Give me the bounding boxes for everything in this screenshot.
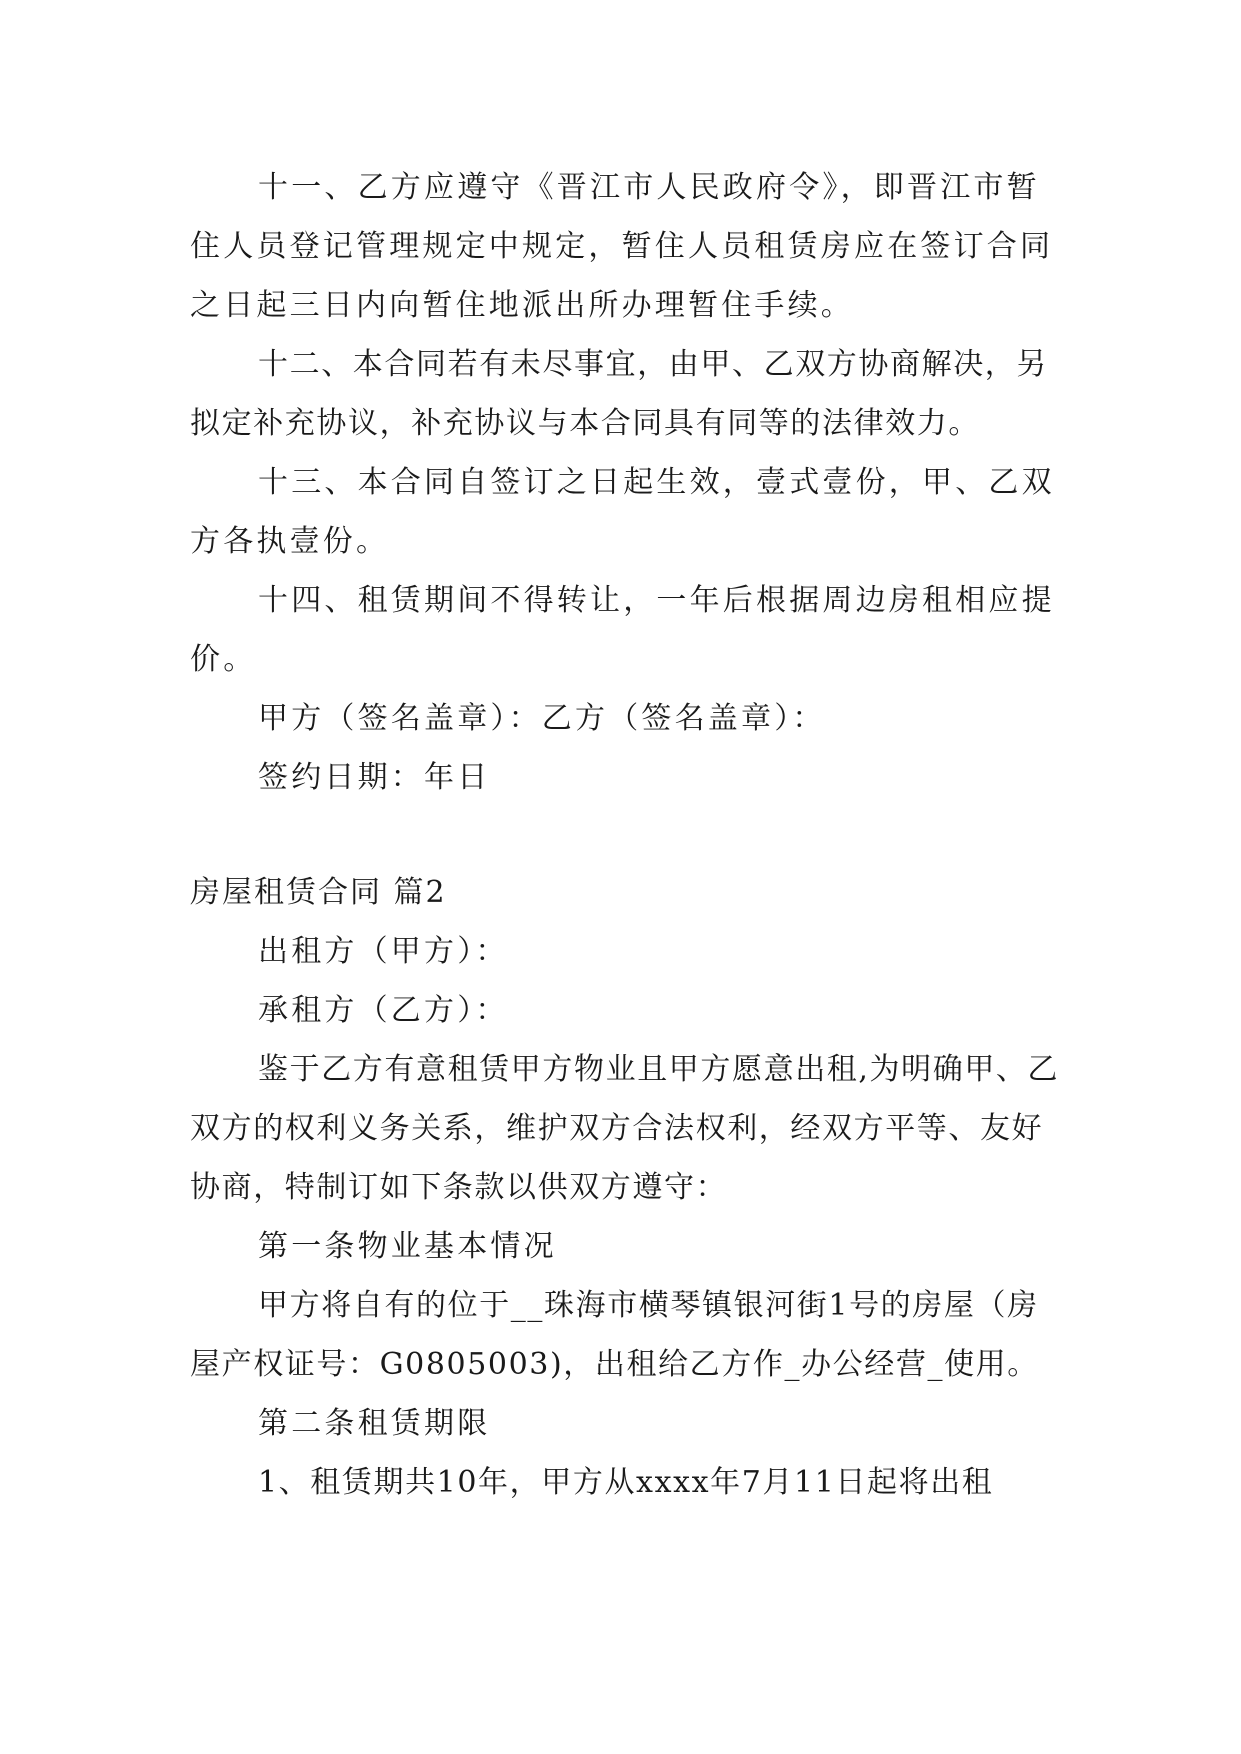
clause-13: 十三、本合同自签订之日起生效，壹式壹份，甲、乙双方各执壹份。 — [190, 465, 1055, 559]
clause-11: 十一、乙方应遵守《晋江市人民政府令》，即晋江市暂住人员登记管理规定中规定，暂住人员租赁房应在签订合同之日起三日内向暂住地派出所办理暂住手续。 — [190, 170, 1054, 323]
signature-line: 甲方（签名盖章）：乙方（签名盖章）： — [258, 701, 826, 736]
article-1-title: 第一条物业基本情况 — [258, 1229, 557, 1264]
clause-14: 十四、租赁期间不得转让，一年后根据周边房租相应提价。 — [190, 583, 1055, 677]
clause-12: 十二、本合同若有未尽事宜，由甲、乙双方协商解决，另拟定补充协议，补充协议与本合同具有同等的法律效力。 — [190, 347, 1048, 441]
preamble: 鉴于乙方有意租赁甲方物业且甲方愿意出租,为明确甲、乙双方的权利义务关系，维护双方合法权利，经双方平等、友好协商，特制订如下条款以供双方遵守： — [190, 1052, 1060, 1205]
article-2-title: 第二条租赁期限 — [258, 1406, 491, 1441]
lessee-line: 承租方（乙方）： — [258, 993, 509, 1028]
article-1-body: 甲方将自有的位于__珠海市横琴镇银河街1号的房屋（房屋产权证号：G0805003)，出租给乙方作_办公经营_使用。 — [190, 1288, 1039, 1382]
section-gap — [190, 807, 1070, 863]
document-page — [190, 158, 1070, 1512]
article-2-item-1: 1、租赁期共10年，甲方从xxxx年7月11日起将出租 — [258, 1465, 994, 1500]
section-title: 房屋租赁合同 篇2 — [190, 875, 447, 910]
sign-date: 签约日期：年日 — [258, 760, 491, 795]
lessor-line: 出租方（甲方）： — [258, 934, 509, 969]
